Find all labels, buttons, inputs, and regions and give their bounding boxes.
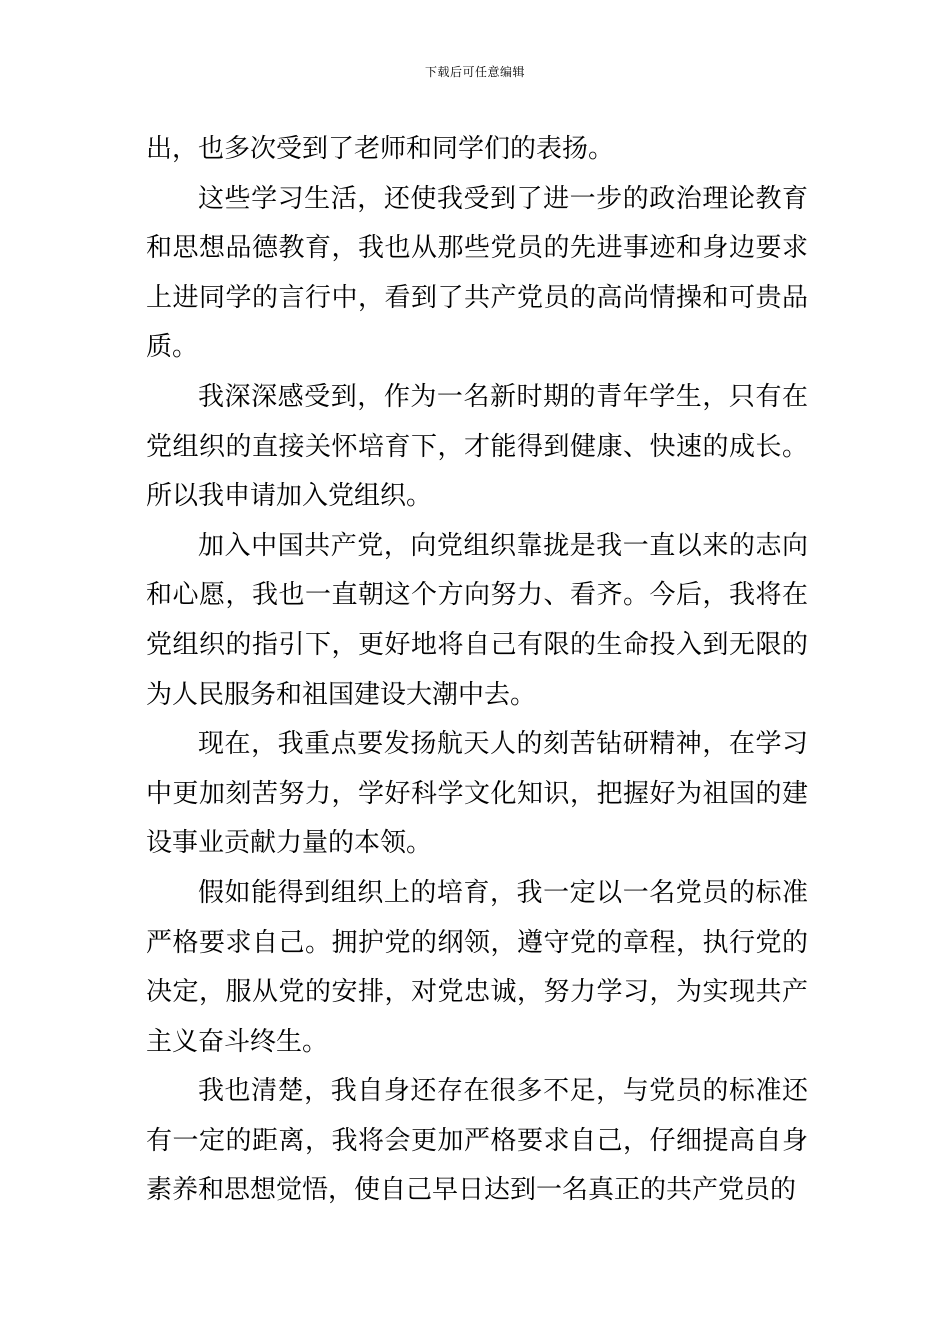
paragraph-3: 我深深感受到，作为一名新时期的青年学生，只有在党组织的直接关怀培育下，才能得到健康、快速的成长。所以我申请加入党组织。 bbox=[146, 381, 808, 512]
paragraph-5: 现在，我重点要发扬航天人的刻苦钻研精神，在学习中更加刻苦努力，学好科学文化知识，把握好为祖国的建设事业贡献力量的本领。 bbox=[146, 729, 808, 859]
page-header: 下载后可任意编辑 bbox=[424, 65, 525, 79]
paragraph-7: 我也清楚，我自身还存在很多不足，与党员的标准还有一定的距离，我将会更加严格要求自己，仔细提高自身素养和思想觉悟，使自己早日达到一名真正的共产党员的 bbox=[146, 1076, 808, 1206]
paragraph-1: 出，也多次受到了老师和同学们的表扬。 bbox=[146, 134, 615, 164]
paragraph-4: 加入中国共产党，向党组织靠拢是我一直以来的志向和心愿，我也一直朝这个方向努力、看齐。今后，我将在党组织的指引下，更好地将自己有限的生命投入到无限的为人民服务和祖国建设大潮中去。 bbox=[146, 530, 808, 710]
document-body bbox=[146, 125, 808, 1216]
paragraph-2: 这些学习生活，还使我受到了进一步的政治理论教育和思想品德教育，我也从那些党员的先进事迹和身边要求上进同学的言行中，看到了共产党员的高尚情操和可贵品质。 bbox=[146, 183, 808, 363]
paragraph-6: 假如能得到组织上的培育，我一定以一名党员的标准严格要求自己。拥护党的纲领，遵守党的章程，执行党的决定，服从党的安排，对党忠诚，努力学习，为实现共产主义奋斗终生。 bbox=[146, 877, 808, 1057]
